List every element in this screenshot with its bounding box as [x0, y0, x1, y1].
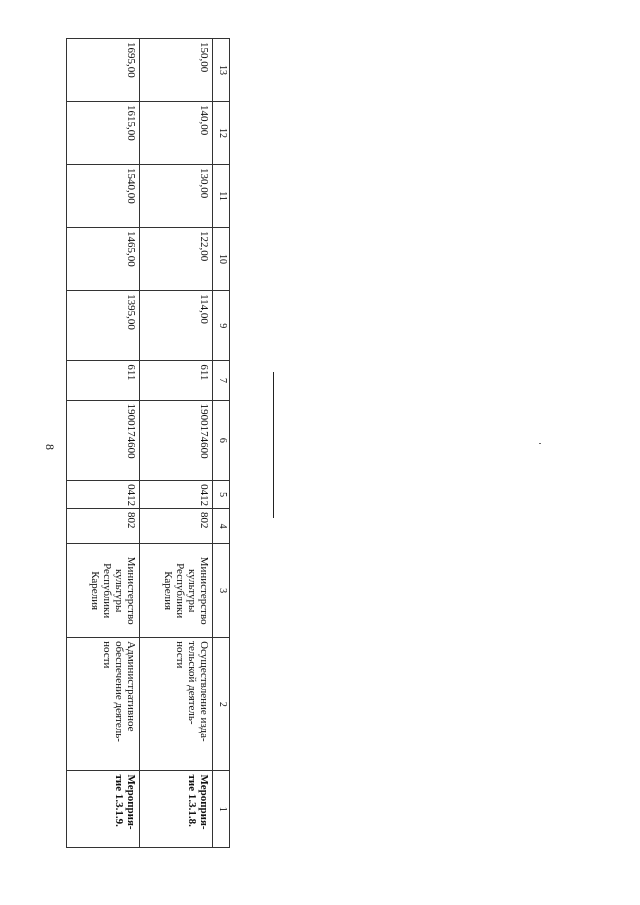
column-number: 2 [213, 638, 230, 771]
value-col7: 611 [67, 361, 140, 400]
event-name-cell: Административное обеспечение деятель- ности [67, 638, 140, 771]
column-number: 9 [213, 291, 230, 361]
value-col13: 150,00 [140, 39, 213, 102]
value-col12: 140,00 [140, 102, 213, 165]
column-number: 1 [213, 771, 230, 848]
scan-speck [539, 443, 541, 444]
column-number: 7 [213, 361, 230, 400]
column-number: 10 [213, 228, 230, 291]
value-col6: 1900174600 [140, 400, 213, 481]
value-col11: 130,00 [140, 165, 213, 228]
value-col5: 0412 [67, 481, 140, 509]
value-col7: 611 [140, 361, 213, 400]
value-col9: 114,00 [140, 291, 213, 361]
rotated-table-container [70, 38, 230, 848]
column-number: 11 [213, 165, 230, 228]
table-row [67, 39, 140, 848]
event-id-cell: Мероприя- тие 1.3.1.8. [140, 771, 213, 848]
budget-table [66, 38, 230, 848]
separator-line [273, 372, 274, 518]
value-col10: 122,00 [140, 228, 213, 291]
column-number: 13 [213, 39, 230, 102]
value-col9: 1395,00 [67, 291, 140, 361]
value-col4: 802 [67, 509, 140, 544]
value-col10: 1465,00 [67, 228, 140, 291]
column-number: 4 [213, 509, 230, 544]
value-col13: 1695,00 [67, 39, 140, 102]
column-number: 3 [213, 544, 230, 638]
page-number: 8 [43, 444, 57, 450]
value-col11: 1540,00 [67, 165, 140, 228]
event-id-cell: Мероприя- тие 1.3.1.9. [67, 771, 140, 848]
table-header-row [213, 39, 230, 848]
value-col4: 802 [140, 509, 213, 544]
event-name-cell: Осуществление изда- тельской деятель- ности [140, 638, 213, 771]
column-number: 12 [213, 102, 230, 165]
value-col12: 1615,00 [67, 102, 140, 165]
table-row [140, 39, 213, 848]
executor-cell: Министерство культуры Республики Карелия [140, 544, 213, 638]
column-number: 5 [213, 481, 230, 509]
column-number: 6 [213, 400, 230, 481]
value-col6: 1900174600 [67, 400, 140, 481]
executor-cell: Министерство культуры Республики Карелия [67, 544, 140, 638]
value-col5: 0412 [140, 481, 213, 509]
